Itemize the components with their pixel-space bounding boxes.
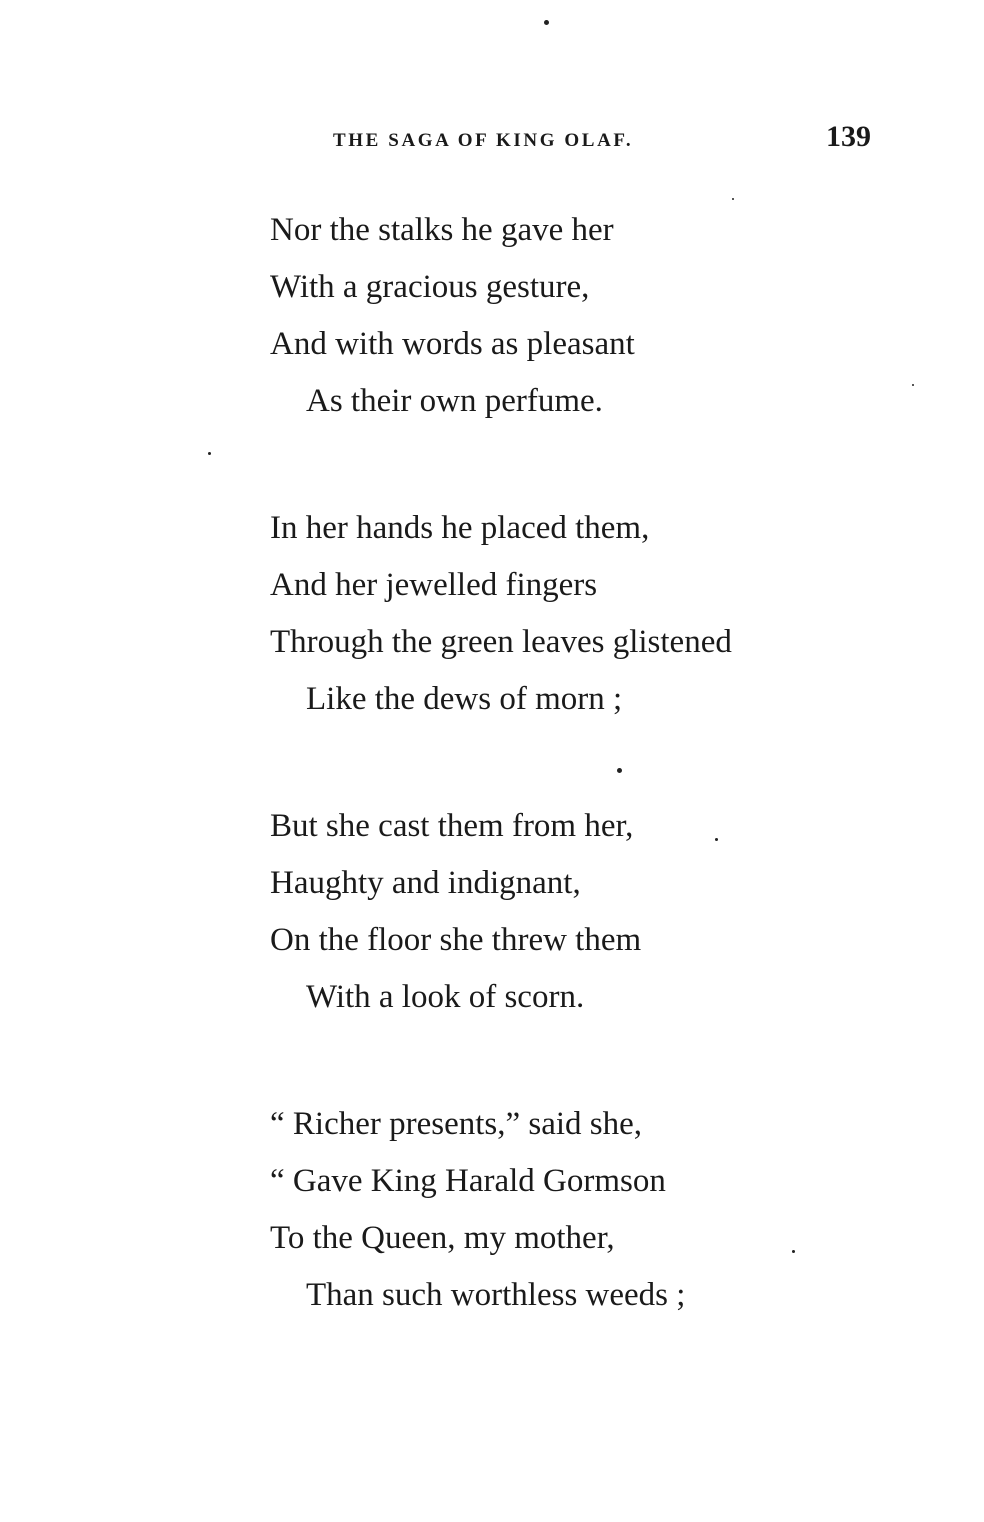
print-speck [617,768,622,773]
poem-line: On the floor she threw them [270,922,642,958]
poem-line: As their own perfume. [306,383,603,419]
poem-line: Than such worthless weeds ; [306,1277,686,1313]
poem-line: With a gracious gesture, [270,269,590,305]
poem-line: But she cast them from her, [270,808,634,844]
poem-line: Haughty and indignant, [270,865,581,901]
page-header [0,118,984,158]
poem-line: And with words as pleasant [270,326,635,362]
poem-line: Through the green leaves glistened [270,624,732,660]
print-speck [208,452,211,455]
print-speck [715,838,718,841]
poem-line: And her jewelled fingers [270,567,598,603]
print-speck [732,198,734,200]
page-number: 139 [826,120,871,153]
print-speck [544,20,549,25]
running-title: THE SAGA OF KING OLAF. [333,130,634,151]
print-speck [912,384,914,386]
poem-line: Like the dews of morn ; [306,681,623,717]
poem-line: Nor the stalks he gave her [270,212,614,248]
print-speck [792,1250,795,1253]
poem-line: In her hands he placed them, [270,510,650,546]
poem-line: “ Richer presents,” said she, [270,1106,643,1142]
poem-line: With a look of scorn. [306,979,585,1015]
poem-line: “ Gave King Harald Gormson [270,1163,666,1199]
poem-line: To the Queen, my mother, [270,1220,615,1256]
